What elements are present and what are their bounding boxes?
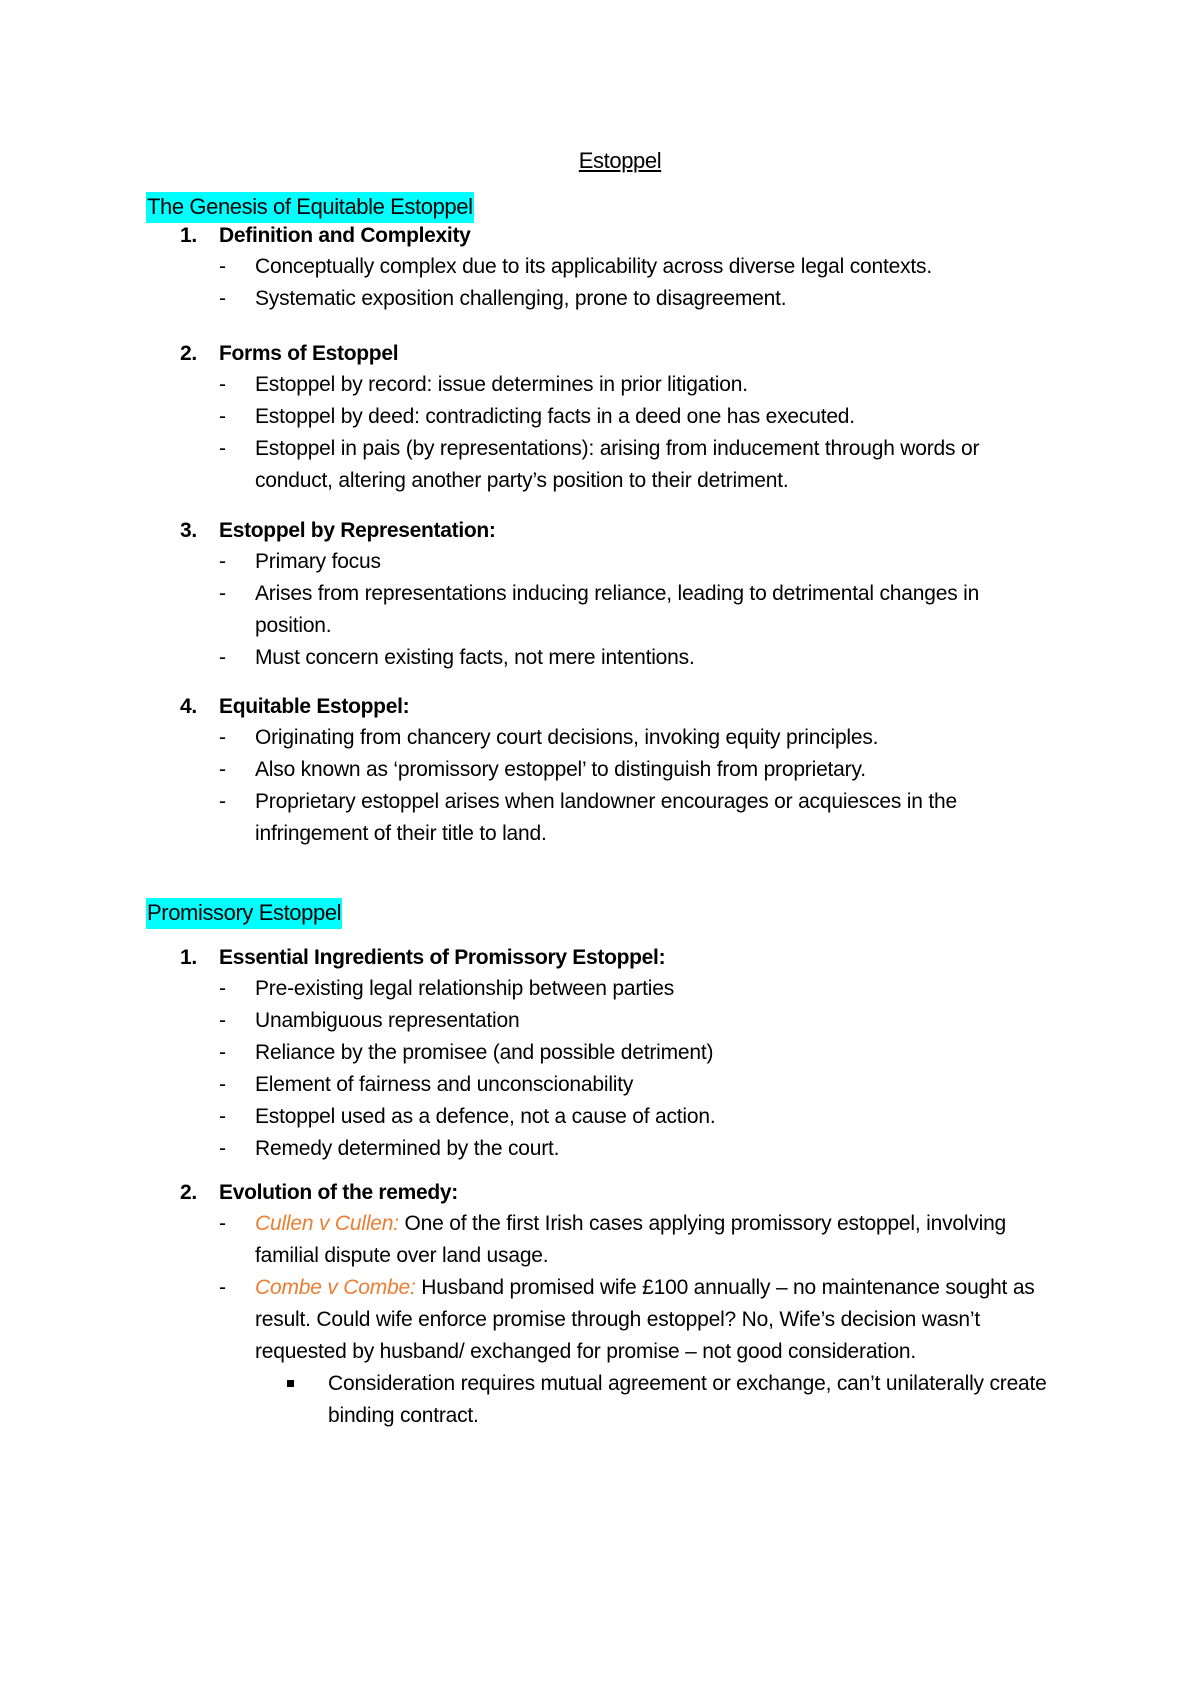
item-number: 2.	[180, 342, 197, 365]
bullet-text: Also known as ‘promissory estoppel’ to distinguish from proprietary.	[255, 758, 866, 781]
item-title-text: Evolution of the remedy:	[219, 1181, 458, 1204]
list-item	[180, 754, 1055, 786]
list-item	[180, 973, 1055, 1005]
dash-marker: -	[219, 977, 226, 1000]
list-item	[180, 546, 1055, 578]
dash-marker: -	[219, 1105, 226, 1128]
item-number: 2.	[180, 1181, 197, 1204]
bullet-list	[180, 369, 1080, 497]
bullet-text: Arises from representations inducing reliance, leading to detrimental changes in position.	[255, 582, 980, 637]
item-forms-of-estoppel	[180, 339, 1080, 497]
item-title-text: Forms of Estoppel	[219, 342, 399, 365]
item-title-text: Estoppel by Representation:	[219, 519, 496, 542]
bullet-text: Must concern existing facts, not mere intentions.	[255, 646, 695, 669]
bullet-list	[180, 1208, 1080, 1432]
list-item	[180, 433, 1055, 497]
dash-marker: -	[219, 437, 226, 460]
case-name: Combe v Combe:	[255, 1276, 416, 1299]
list-item	[180, 251, 1055, 283]
section-heading-genesis	[146, 192, 474, 222]
dash-marker: -	[219, 1212, 226, 1235]
item-title-text: Essential Ingredients of Promissory Estoppel:	[219, 946, 666, 969]
bullet-text: Systematic exposition challenging, prone to disagreement.	[255, 287, 787, 310]
item-title	[180, 339, 1080, 369]
item-evolution-of-remedy	[180, 1178, 1080, 1432]
dash-marker: -	[219, 287, 226, 310]
item-number: 4.	[180, 695, 197, 718]
dash-marker: -	[219, 758, 226, 781]
list-item	[180, 1005, 1055, 1037]
list-item	[180, 1272, 1055, 1432]
dash-marker: -	[219, 726, 226, 749]
item-title	[180, 221, 1080, 251]
list-item	[180, 642, 1055, 674]
item-title	[180, 516, 1080, 546]
bullet-text: Pre-existing legal relationship between parties	[255, 977, 675, 1000]
bullet-text: Primary focus	[255, 550, 381, 573]
bullet-text: Estoppel in pais (by representations): arising from inducement through words or conduct, altering another party’s position to their detriment.	[255, 437, 980, 492]
bullet-text: Husband promised wife £100 annually – no maintenance sought as result. Could wife enforce promise through estoppel? No, Wife’s decision wasn’t requested by husband/ exchanged for promise – not good consideration.	[255, 1276, 1035, 1363]
dash-marker: -	[219, 582, 226, 605]
item-number: 1.	[180, 224, 197, 247]
item-title-text: Equitable Estoppel:	[219, 695, 410, 718]
dash-marker: -	[219, 1041, 226, 1064]
bullet-text: Conceptually complex due to its applicability across diverse legal contexts.	[255, 255, 932, 278]
bullet-text: Proprietary estoppel arises when landowner encourages or acquiesces in the infringement of their title to land.	[255, 790, 957, 845]
list-item	[180, 401, 1055, 433]
bullet-list	[180, 251, 1080, 315]
list-item	[180, 1133, 1055, 1165]
bullet-text: Unambiguous representation	[255, 1009, 520, 1032]
bullet-text: Estoppel used as a defence, not a cause of action.	[255, 1105, 716, 1128]
list-item	[180, 1101, 1055, 1133]
dash-marker: -	[219, 1073, 226, 1096]
dash-marker: -	[219, 405, 226, 428]
item-title	[180, 943, 1080, 973]
section-heading-text: The Genesis of Equitable Estoppel	[146, 192, 474, 223]
square-bullet-icon	[287, 1380, 294, 1387]
item-number: 1.	[180, 946, 197, 969]
list-item	[180, 1208, 1055, 1272]
dash-marker: -	[219, 1009, 226, 1032]
item-definition-and-complexity	[180, 221, 1080, 315]
dash-marker: -	[219, 255, 226, 278]
list-item	[180, 1069, 1055, 1101]
dash-marker: -	[219, 646, 226, 669]
dash-marker: -	[219, 1137, 226, 1160]
item-essential-ingredients	[180, 943, 1080, 1165]
bullet-text: Remedy determined by the court.	[255, 1137, 560, 1160]
dash-marker: -	[219, 790, 226, 813]
list-item	[180, 786, 1055, 850]
item-equitable-estoppel	[180, 692, 1080, 850]
dash-marker: -	[219, 550, 226, 573]
list-item	[180, 578, 1055, 642]
sub-bullet-text: Consideration requires mutual agreement or exchange, can’t unilaterally create binding contract.	[328, 1372, 1047, 1427]
sub-bullet-list	[255, 1368, 1055, 1432]
item-title-text: Definition and Complexity	[219, 224, 471, 247]
dash-marker: -	[219, 373, 226, 396]
bullet-text: Element of fairness and unconscionability	[255, 1073, 634, 1096]
bullet-text: Originating from chancery court decisions, invoking equity principles.	[255, 726, 879, 749]
list-item	[180, 283, 1055, 315]
list-item	[180, 369, 1055, 401]
case-name: Cullen v Cullen:	[255, 1212, 399, 1235]
item-title	[180, 692, 1080, 722]
dash-marker: -	[219, 1276, 226, 1299]
document-title: Estoppel	[578, 148, 662, 173]
list-item	[180, 1037, 1055, 1069]
bullet-text: Estoppel by deed: contradicting facts in a deed one has executed.	[255, 405, 855, 428]
bullet-list	[180, 973, 1080, 1165]
bullet-list	[180, 722, 1080, 850]
section-heading-text: Promissory Estoppel	[146, 898, 342, 929]
section-heading-promissory-estoppel	[146, 898, 342, 928]
list-item	[180, 722, 1055, 754]
bullet-text: Reliance by the promisee (and possible detriment)	[255, 1041, 714, 1064]
item-number: 3.	[180, 519, 197, 542]
item-title	[180, 1178, 1080, 1208]
item-estoppel-by-representation	[180, 516, 1080, 674]
bullet-text: One of the first Irish cases applying promissory estoppel, involving familial dispute over land usage.	[255, 1212, 1007, 1267]
bullet-list	[180, 546, 1080, 674]
sub-list-item	[255, 1368, 1058, 1432]
bullet-text: Estoppel by record: issue determines in prior litigation.	[255, 373, 748, 396]
